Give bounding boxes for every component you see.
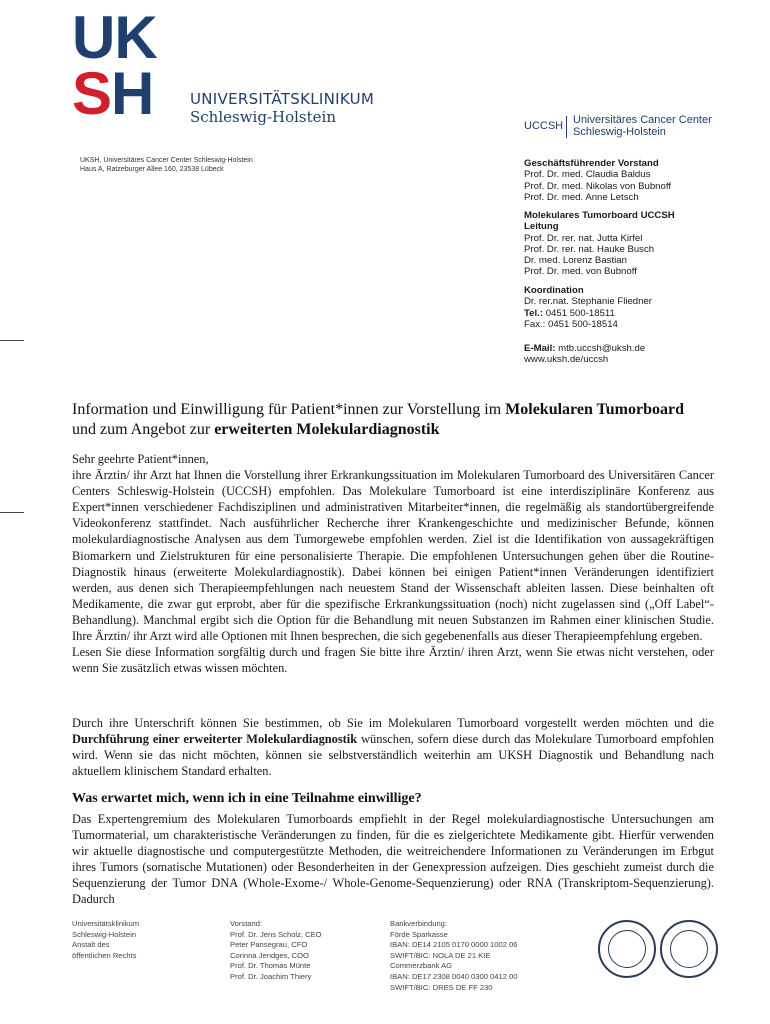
uccsh-logo-line2: Schleswig-Holstein [573,126,666,138]
footer-line: Vorstand: [230,919,263,928]
uksh-logo-line2: Schleswig-Holstein [190,108,336,126]
email-link[interactable]: mtb.uccsh@uksh.de [558,343,646,354]
paragraph-read-info: Lesen Sie diese Information sorgfältig durch und fragen Sie bitte ihre Ärztin/ ihren Arzt, wenn Sie etwas nicht verstehen, oder wenn Sie zusätzlich etwas wissen möchten. [72,645,714,676]
leitung-member: Prof. Dr. rer. nat. Hauke Busch [524,243,655,255]
footer-bank [390,919,518,993]
seal-inner-ring [670,930,708,968]
koordination-block [524,285,652,330]
koordination-title: Koordination [524,285,584,296]
paragraph-expectations: Das Expertengremium des Molekularen Tumorboards empfiehlt in der Regel molekulardiagnostische Untersuchungen am Tumormaterial, um charakteristische Veränderungen zu finden, für die es zielgerichtete Medikamente gibt. Hierfür verwenden wir aktuelle diagnostische und computergestützte Methoden, die weitreichendere Informationen zu Veränderungen im Erbgut ihres Tumors (somatische Mutationen) oder Besonderheiten in der Genexpression aufzeigen. Dies geschieht zumeist durch die Sequenzierung der Tumor DNA (Whole-Exome-/ Whole-Genome-Sequenzierung) oder RNA (Transkriptom-Sequenzierung). Dadurch [72,812,714,907]
leitung-title: Leitung [524,221,559,233]
footer-line: Förde Sparkasse [390,929,448,939]
footer-line: IBAN: DE14 2105 0170 0000 1002 06 [390,940,518,950]
expectations-section [72,811,714,908]
tumorboard-title: Molekulares Tumorboard UCCSH [524,210,675,221]
website-link[interactable]: www.uksh.de/uccsh [524,354,609,366]
footer-line: öffentlichen Rechts [72,950,137,960]
uccsh-logo-short: UCCSH [524,120,564,132]
uksh-logo-h: H [111,60,154,127]
koordination-name: Dr. rer.nat. Stephanie Fliedner [524,296,652,308]
uksh-logo-uk: UK [72,4,157,71]
seal-inner-ring [608,930,646,968]
sender-address [80,156,253,174]
uksh-logo-s: S [72,60,112,127]
title-line1: Information und Einwilligung für Patient*innen zur Vorstellung im Molekularen Tumorboard [72,401,684,418]
uccsh-logo-line1: Universitäres Cancer Center [573,114,712,126]
footer-line: SWIFT/BIC: NOLA DE 21 KIE [390,950,491,960]
vorstand-block [524,158,671,203]
uccsh-logo-divider [566,116,567,138]
sender-line2: Haus A, Ratzeburger Allee 160, 23538 Lübeck [80,166,224,173]
footer-line: Universitätsklinikum [72,919,140,928]
luebeck-seal-icon [660,920,718,978]
vorstand-title: Geschäftsführender Vorstand [524,158,659,169]
leitung-member: Prof. Dr. rer. nat. Jutta Kirfel [524,232,643,244]
footer-line: Bankverbindung: [390,919,447,928]
email: E-Mail: mtb.uccsh@uksh.de [524,343,646,354]
footer-line: Schleswig-Holstein [72,929,137,939]
footer-board [230,919,322,983]
document-title [72,400,684,440]
fold-mark [0,340,24,341]
intro-section [72,451,714,676]
leitung-member: Prof. Dr. med. von Bubnoff [524,266,637,278]
paragraph-consent: Durch ihre Unterschrift können Sie bestimmen, ob Sie im Molekularen Tumorboard vorgestellt werden möchten und die Durchführung einer erweiterter Molekulardiagnostik wünschen, sofern diese durch das Molekulare Tumorboard empfohlen wird. Wenn sie das nicht möchten, können sie selbstverständlich weiterhin am UKSH Diagnostik und Behandlung nach aktuellem klinischem Standard erhalten. [72,716,714,779]
footer-line: Prof. Dr. Thomas Münte [230,961,311,971]
title-line2: und zum Angebot zur erweiterten Molekulardiagnostik [72,421,440,438]
telephone: Tel.: 0451 500-18511 [524,307,615,319]
uksh-logo-line1: UNIVERSITÄTSKLINIKUM [190,90,375,108]
fax: Fax.: 0451 500-18514 [524,318,618,330]
footer-line: Prof. Dr. Jens Scholz, CEO [230,929,322,939]
footer-line: Corinna Jendges, COO [230,950,309,960]
footer-institution [72,919,139,961]
vorstand-member: Prof. Dr. med. Claudia Baldus [524,169,651,181]
tumorboard-block [524,210,675,278]
uksh-logo-sh [72,60,154,127]
contact-block [524,343,645,366]
vorstand-member: Prof. Dr. med. Nikolas von Bubnoff [524,180,671,192]
footer-line: Anstalt des [72,940,110,950]
fold-mark [0,512,24,513]
consent-section [72,715,714,779]
vorstand-member: Prof. Dr. med. Anne Letsch [524,191,639,203]
footer-line: Commerzbank AG [390,961,453,971]
footer-line: Prof. Dr. Joachim Thiery [230,971,312,981]
salutation: Sehr geehrte Patient*innen, [72,452,209,466]
sender-line1: UKSH, Universitäres Cancer Center Schleswig-Holstein [80,157,253,164]
footer-line: SWIFT/BIC: DRES DE FF 230 [390,982,493,992]
leitung-member: Dr. med. Lorenz Bastian [524,255,627,267]
kiel-seal-icon [598,920,656,978]
section-heading: Was erwartet mich, wenn ich in eine Teilnahme einwillige? [72,791,422,806]
footer-line: IBAN: DE17 2308 0040 0300 0412 00 [390,971,518,981]
footer-line: Peter Pansegrau, CFO [230,940,308,950]
paragraph-intro: ihre Ärztin/ ihr Arzt hat Ihnen die Vorstellung ihrer Erkrankungssituation im Molekularen Tumorboard des Universitären Cancer Centers Schleswig-Holstein (UCCSH) empfohlen. Das Molekulare Tumorboard ist eine interdisziplinäre Konferenz aus Expert*innen verschiedener Fachdisziplinen und administrativen Mitarbeiter*innen, die regelmäßig als standortübergreifende Videokonferenz stattfindet. Nach ausführlicher Recherche ihrer Krankengeschichte und medizinischer Befunde, können molekulardiagnostische Analysen aus dem Tumorgewebe empfohlen werden. Ziel ist die Identifikation von aussagekräftigen Biomarkern und Zielstrukturen für eine personalisierte Therapie. Die empfohlenen Untersuchungen gehen über die Routine-Diagnostik hinaus (erweiterte Molekulardiagnostik). Dabei können bei einigen Patient*innen Veränderungen identifiziert werden, aus denen sich Therapieempfehlungen nach neuestem Stand der Wissenschaft ableiten lassen. Diese beinhalten oft Medikamente, die zwar gut erprobt, aber für die spezifische Erkrankungssituation (noch) nicht zugelassen sind („Off Label“-Behandlung). Manchmal ergibt sich die Option für die Behandlung mit neuen Substanzen im Rahmen einer klinischen Studie. Ihre Ärztin/ ihr Arzt wird alle Optionen mit Ihnen besprechen, die sich gegebenenfalls aus dieser Therapieempfehlung ergeben. [72,468,714,644]
